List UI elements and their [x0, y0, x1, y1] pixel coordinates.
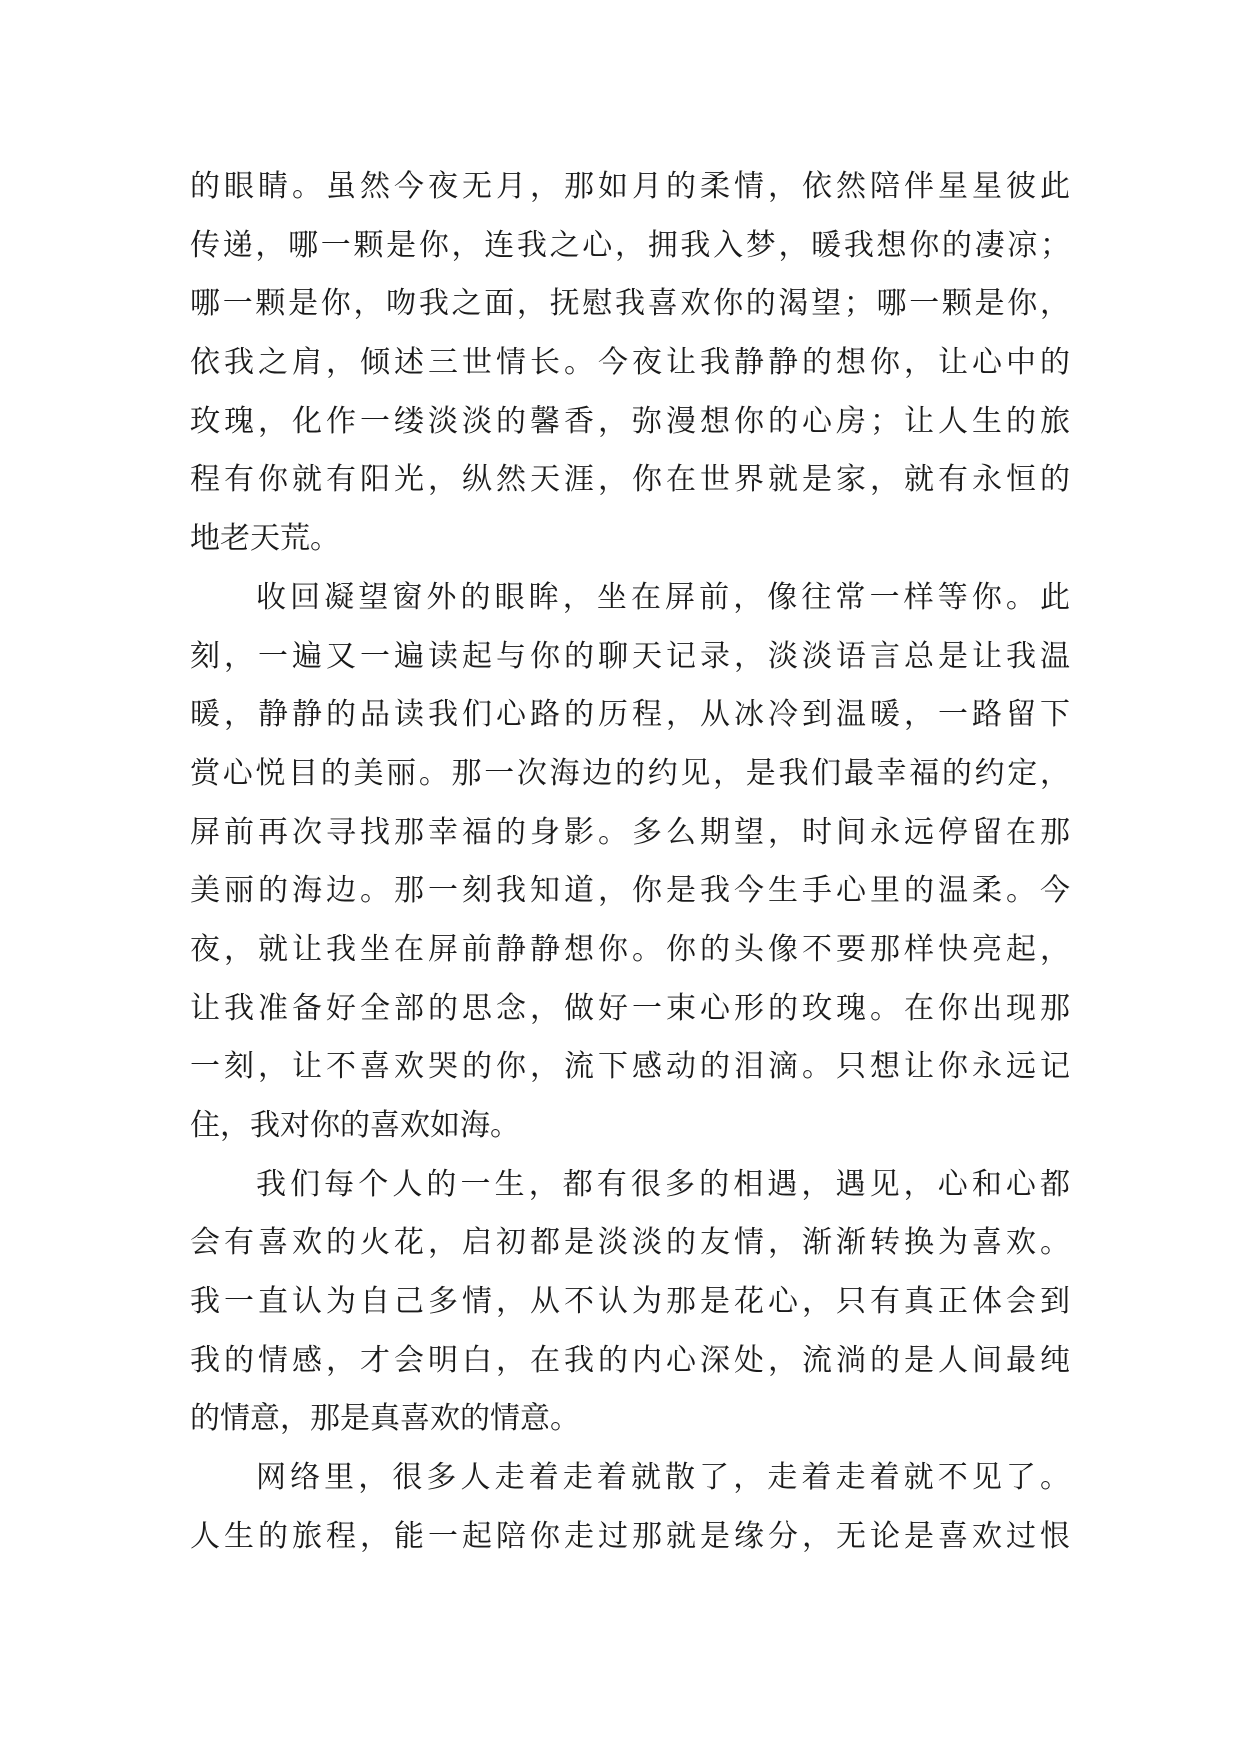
text-line: 地老天荒。	[190, 521, 340, 557]
text-line: 屏前再次寻找那幸福的身影。多么期望，时间永远停留在那	[190, 814, 1070, 850]
text-line: 我的情感，才会明白，在我的内心深处，流淌的是人间最纯	[190, 1342, 1070, 1378]
text-line: 美丽的海边。那一刻我知道，你是我今生手心里的温柔。今	[190, 873, 1070, 909]
text-line: 依我之肩，倾述三世情长。今夜让我静静的想你，让心中的	[190, 345, 1070, 381]
text-line: 的情意，那是真喜欢的情意。	[190, 1401, 580, 1437]
text-line: 暖，静静的品读我们心路的历程，从冰冷到温暖，一路留下	[190, 697, 1070, 733]
text-line: 会有喜欢的火花，启初都是淡淡的友情，渐渐转换为喜欢。	[190, 1225, 1070, 1261]
text-line: 人生的旅程，能一起陪你走过那就是缘分，无论是喜欢过恨	[190, 1518, 1070, 1554]
text-line: 玫瑰，化作一缕淡淡的馨香，弥漫想你的心房；让人生的旅	[190, 403, 1070, 439]
text-line: 夜，就让我坐在屏前静静想你。你的头像不要那样快亮起，	[190, 931, 1070, 967]
text-line: 住，我对你的喜欢如海。	[190, 1108, 520, 1143]
text-line: 让我准备好全部的思念，做好一束心形的玫瑰。在你出现那	[190, 990, 1070, 1026]
paragraph-first-line: 网络里，很多人走着走着就散了，走着走着就不见了。	[256, 1460, 1070, 1496]
text-line: 程有你就有阳光，纵然天涯，你在世界就是家，就有永恒的	[190, 462, 1070, 498]
text-line: 的眼睛。虽然今夜无月，那如月的柔情，依然陪伴星星彼此	[190, 169, 1070, 204]
paragraph-first-line: 收回凝望窗外的眼眸，坐在屏前，像往常一样等你。此	[256, 579, 1070, 615]
text-line: 赏心悦目的美丽。那一次海边的约见，是我们最幸福的约定，	[190, 755, 1070, 791]
text-line: 一刻，让不喜欢哭的你，流下感动的泪滴。只想让你永远记	[190, 1049, 1070, 1085]
text-line: 传递，哪一颗是你，连我之心，拥我入梦，暖我想你的凄凉；	[190, 227, 1070, 263]
text-line: 刻，一遍又一遍读起与你的聊天记录，淡淡语言总是让我温	[190, 638, 1070, 674]
text-line: 哪一颗是你，吻我之面，抚慰我喜欢你的渴望；哪一颗是你，	[190, 286, 1070, 322]
text-line: 我一直认为自己多情，从不认为那是花心，只有真正体会到	[190, 1284, 1070, 1320]
paragraph-first-line: 我们每个人的一生，都有很多的相遇，遇见，心和心都	[256, 1166, 1070, 1202]
body-text	[190, 158, 1070, 1567]
